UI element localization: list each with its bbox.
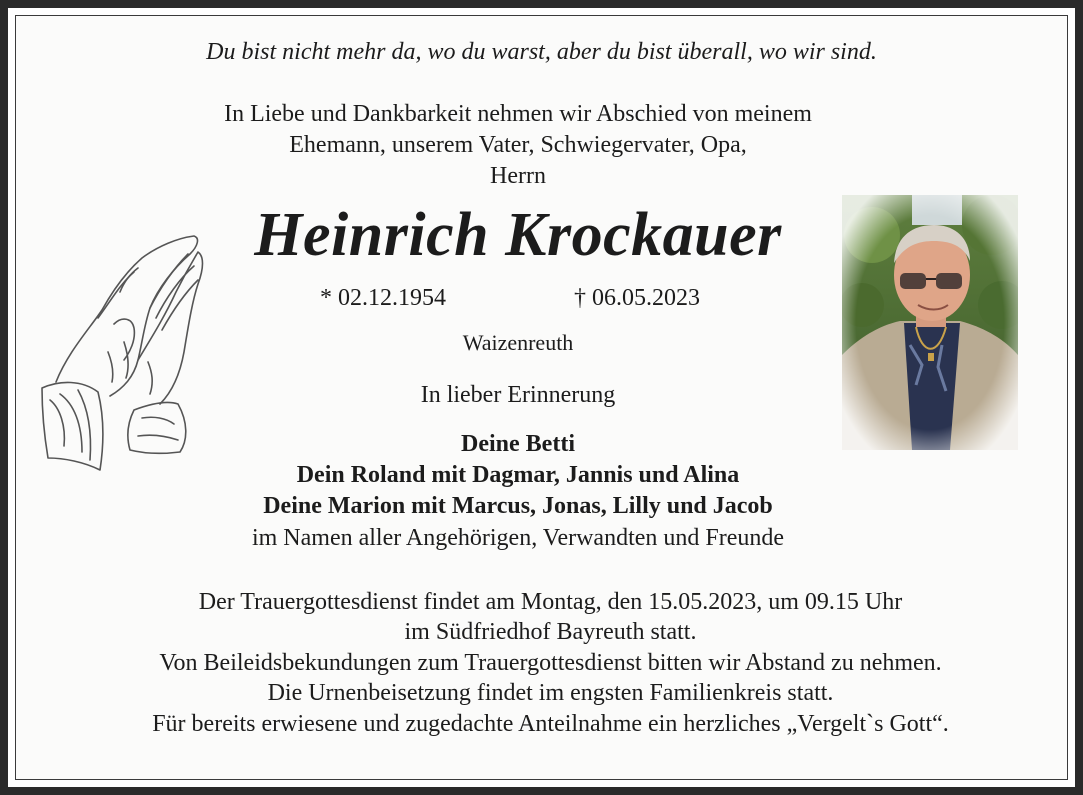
service-line-4: Die Urnenbeisetzung findet im engsten Familienkreis statt. — [267, 680, 834, 706]
family-line-3: Deine Marion mit Marcus, Jonas, Lilly und Jacob — [263, 493, 773, 519]
praying-hands-icon — [38, 232, 210, 474]
service-line-5: Für bereits erwiesene und zugedachte Anteilnahme ein herzliches „Vergelt`s Gott“. — [152, 711, 949, 737]
intro-line-2: Ehemann, unserem Vater, Schwiegervater, Opa, — [289, 132, 747, 158]
place-of-residence: Waizenreuth — [462, 330, 574, 355]
family-line-4: im Namen aller Angehörigen, Verwandten und Freunde — [251, 525, 785, 551]
family-line-2: Dein Roland mit Dagmar, Jannis und Alina — [296, 462, 740, 488]
intro-line-3: Herrn — [490, 163, 546, 189]
portrait-photo — [842, 195, 1018, 450]
service-line-2: im Südfriedhof Bayreuth statt. — [404, 619, 697, 645]
death-date: † 06.05.2023 — [574, 285, 700, 311]
family-line-1: Deine Betti — [461, 431, 575, 457]
birth-date: * 02.12.1954 — [320, 285, 446, 311]
motto: Du bist nicht mehr da, wo du warst, aber du bist überall, wo wir sind. — [206, 39, 877, 65]
deceased-name: Heinrich Krockauer — [254, 201, 782, 269]
intro-line-1: In Liebe und Dankbarkeit nehmen wir Abschied von meinem — [224, 101, 812, 127]
memory-text: In lieber Erinnerung — [420, 382, 616, 408]
service-line-1: Der Trauergottesdienst findet am Montag, den 15.05.2023, um 09.15 Uhr — [198, 589, 903, 615]
service-line-3: Von Beileidsbekundungen zum Trauergottesdienst bitten wir Abstand zu nehmen. — [159, 650, 942, 676]
